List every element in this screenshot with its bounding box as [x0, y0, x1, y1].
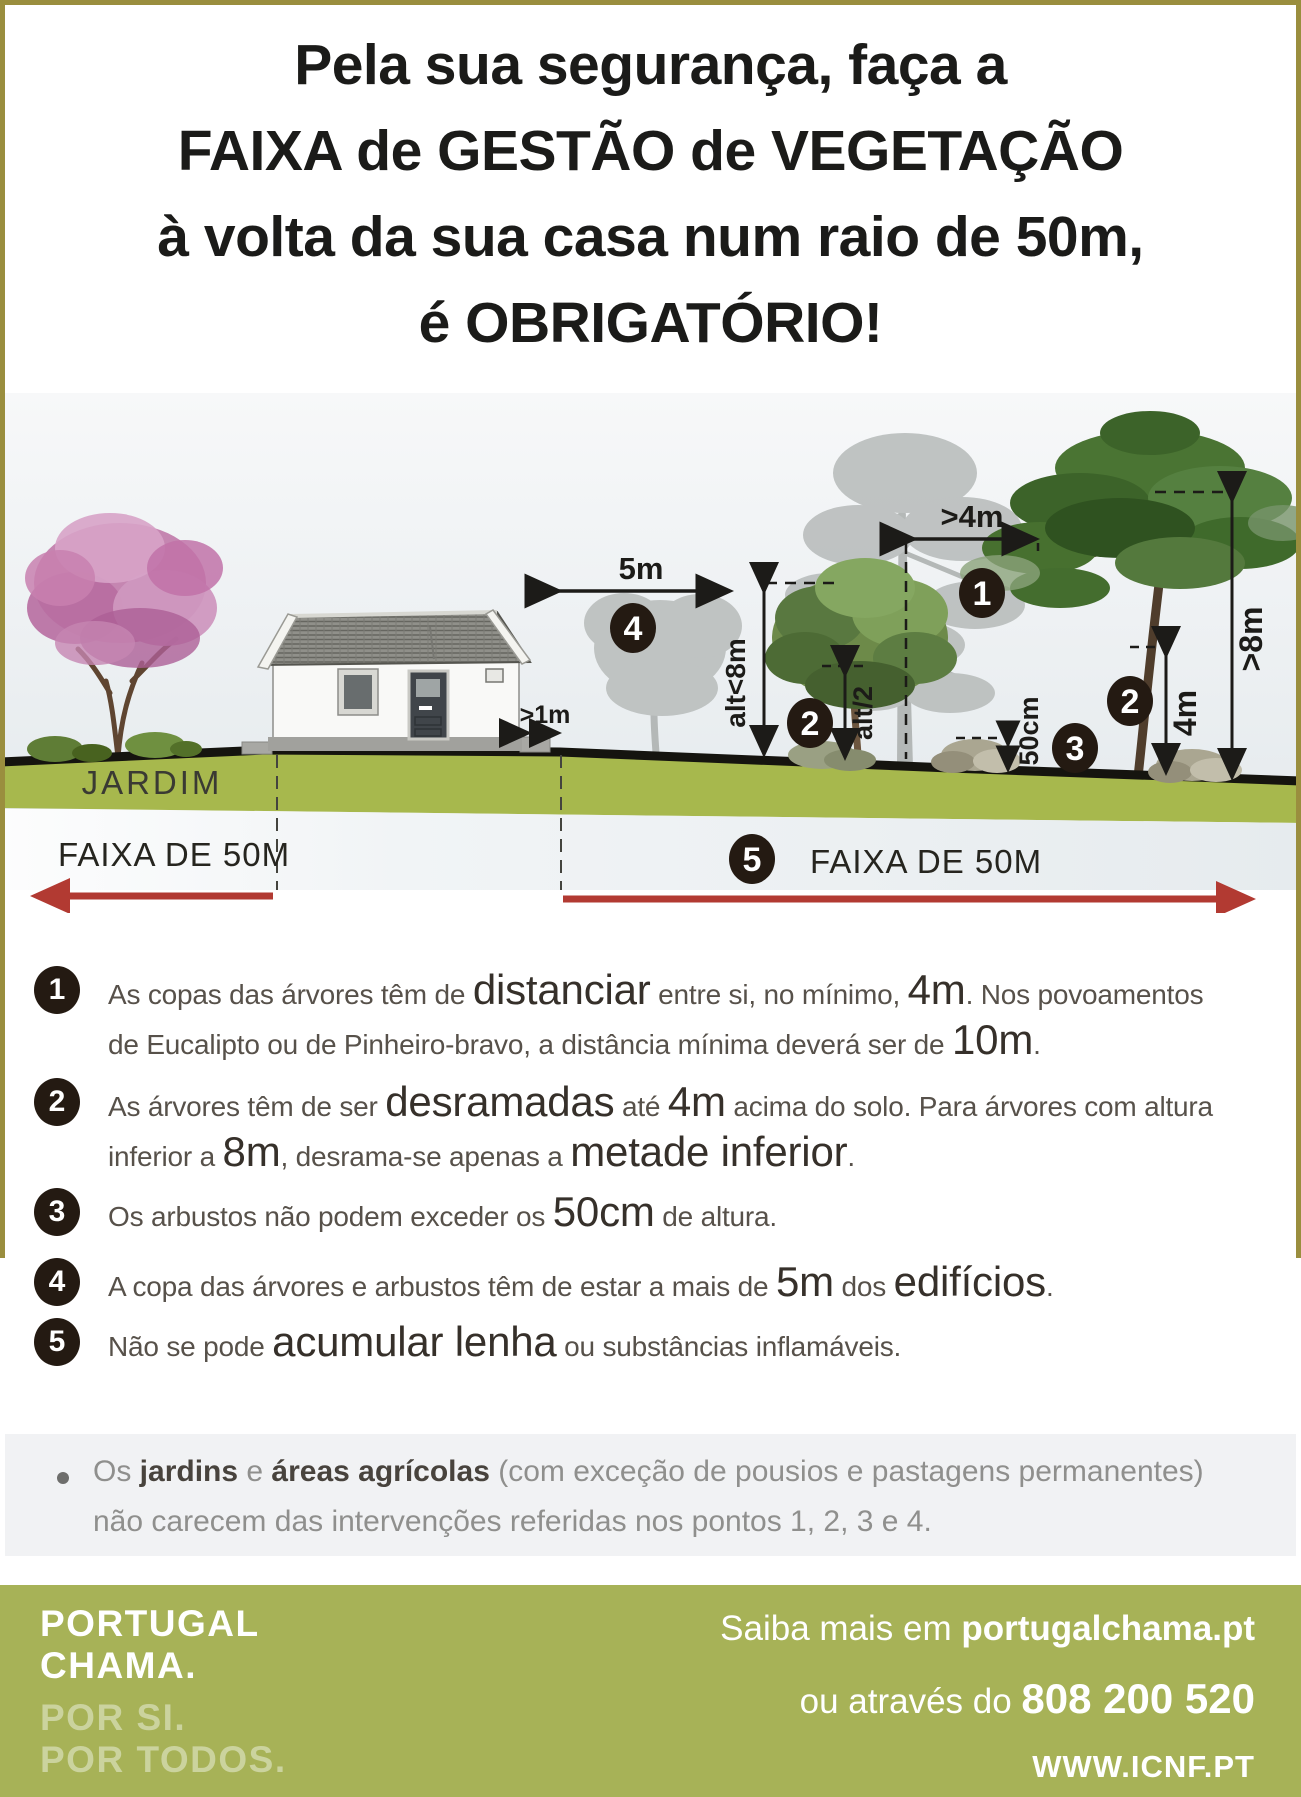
svg-text:1: 1	[972, 575, 992, 613]
title-line-2: FAIXA de GESTÃO de VEGETAÇÃO	[177, 119, 1124, 183]
title-line-3: à volta da sua casa num raio de 50m,	[157, 205, 1144, 269]
diagram-badge-2b	[1107, 676, 1153, 726]
house-sidewalk-left	[242, 742, 272, 754]
dim-4m-gap-label: >4m	[940, 499, 1004, 534]
svg-text:2: 2	[1120, 683, 1140, 721]
footer-icnf-line: WWW.ICNF.PT	[1032, 1749, 1255, 1784]
brand-line-1: PORTUGAL	[40, 1603, 260, 1644]
title-line-1: Pela sua segurança, faça a	[294, 33, 1007, 97]
diagram-badge-4	[610, 603, 656, 653]
dim-8m-label: >8m	[1233, 606, 1269, 672]
rule-item-2	[34, 1078, 1213, 1179]
dim-alt2-label: alt/2	[848, 685, 878, 741]
rule-item-5	[34, 1318, 901, 1369]
diagram-badge-1	[959, 568, 1005, 618]
brand-line-3: POR SI.	[40, 1697, 187, 1738]
footer-phone-line: ou através do 808 200 520	[799, 1675, 1255, 1722]
house-wall	[273, 659, 519, 741]
dim-4m-label: 4m	[1167, 689, 1203, 737]
brand-line-2: CHAMA.	[40, 1645, 197, 1686]
rule-badge-4: 4	[34, 1258, 80, 1306]
svg-text:3: 3	[1065, 730, 1085, 768]
rule-item-3	[34, 1188, 777, 1239]
svg-text:2: 2	[800, 705, 820, 743]
faixa-left-label: FAIXA DE 50M	[58, 836, 291, 873]
svg-text:4: 4	[623, 610, 643, 648]
diagram-badge-5	[729, 834, 775, 884]
rule-badge-2: 2	[34, 1078, 80, 1126]
note-text: Os jardins e áreas agrícolas (com exceção de pousios e pastagens permanentes) não carecem das intervenções referidas nos pontos 1, 2, 3 e 4.	[93, 1455, 1204, 1538]
dim-5m-label: 5m	[618, 551, 664, 586]
brand-block	[40, 1603, 287, 1781]
dim-1m-label: >1m	[519, 701, 571, 729]
dim-50cm-label: 50cm	[1014, 696, 1044, 766]
house-sidewalk-right	[520, 737, 550, 752]
poster-title	[0, 22, 1301, 366]
svg-text:5: 5	[742, 841, 762, 879]
rule-badge-1: 1	[34, 966, 80, 1014]
footer	[0, 1585, 1301, 1797]
rule-text-4: A copa das árvores e arbustos têm de estar a mais de 5m dos edifícios.	[108, 1258, 1054, 1305]
vegetation-diagram	[0, 393, 1301, 913]
footer-info	[720, 1607, 1255, 1786]
note-box	[5, 1434, 1296, 1556]
rule-badge-3: 3	[34, 1188, 80, 1236]
dimension-1m	[520, 701, 571, 733]
rule-text-1: As copas das árvores têm de distanciar entre si, no mínimo, 4m. Nos povoamentos de Eucalipto ou de Pinheiro-bravo, a distância mínima deverá ser de 10m.	[108, 966, 1204, 1063]
title-line-4: é OBRIGATÓRIO!	[418, 291, 883, 355]
frame-right-border	[1296, 0, 1301, 1258]
jardim-label: JARDIM	[81, 764, 223, 801]
footer-website-line: Saiba mais em portugalchama.pt	[720, 1609, 1255, 1648]
bullet-icon	[57, 1472, 69, 1484]
frame-top-border	[0, 0, 1301, 5]
diagram-badge-3	[1052, 723, 1098, 773]
rule-text-5: Não se pode acumular lenha ou substâncias inflamáveis.	[108, 1318, 902, 1365]
rule-item-1	[34, 966, 1203, 1067]
dim-alt8m-label: alt<8m	[720, 638, 751, 728]
rule-text-2: As árvores têm de ser desramadas até 4m acima do solo. Para árvores com altura inferior a 8m, desrama-se apenas a metade inferior.	[108, 1078, 1213, 1175]
brand-line-4: POR TODOS.	[40, 1739, 287, 1780]
diagram-badge-2a	[787, 698, 833, 748]
rule-badge-5: 5	[34, 1318, 80, 1366]
house-plaque	[486, 669, 503, 682]
rule-text-3: Os arbustos não podem exceder os 50cm de altura.	[108, 1188, 777, 1235]
house	[242, 610, 550, 754]
faixa-right-label: FAIXA DE 50M	[810, 843, 1043, 880]
frame-left-border	[0, 0, 5, 1258]
rule-item-4	[34, 1258, 1054, 1309]
house-plinth	[268, 737, 522, 751]
